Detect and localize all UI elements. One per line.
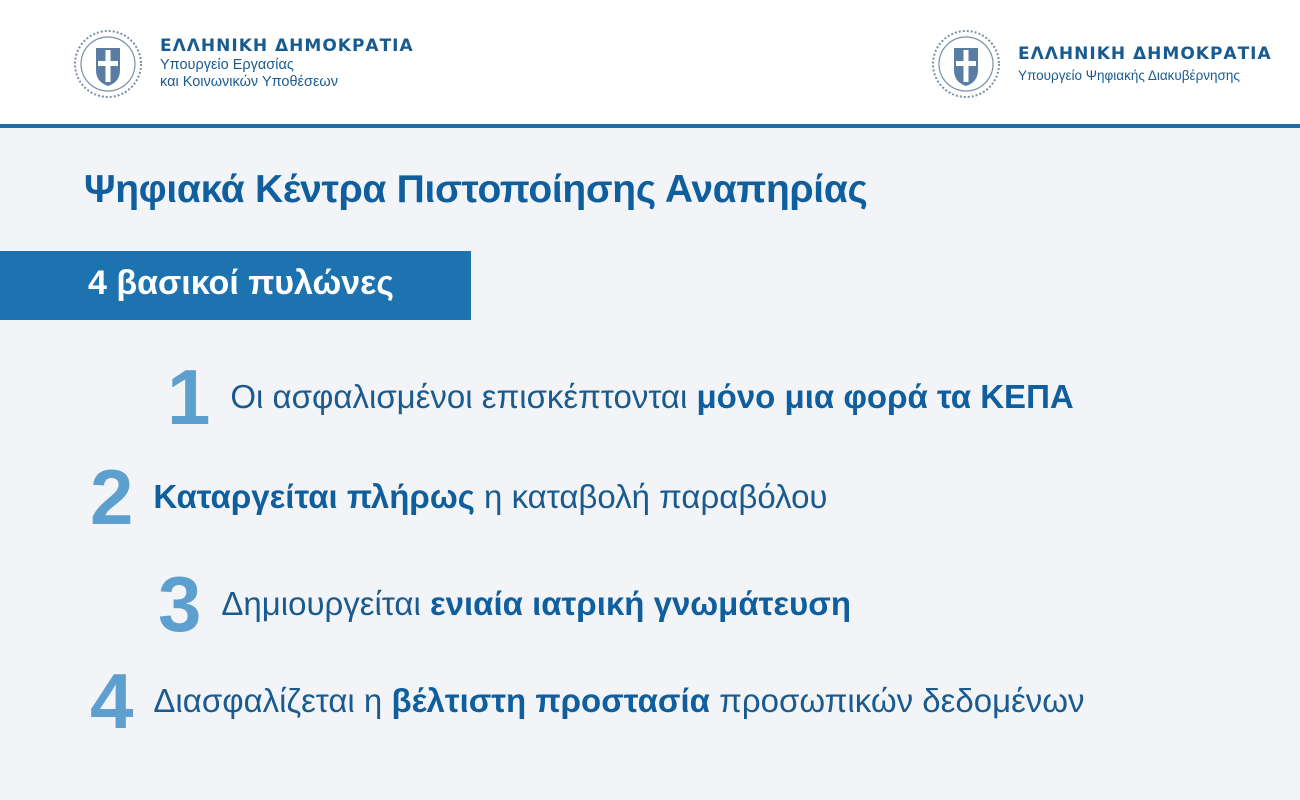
left-ministry-line2: και Κοινωνικών Υποθέσεων — [160, 74, 338, 91]
pillar-text — [221, 585, 851, 623]
pillar-number: 2 — [90, 453, 132, 541]
pillar-3 — [158, 560, 851, 648]
pillar-2 — [90, 453, 828, 541]
greek-coat-of-arms-icon — [930, 28, 1002, 100]
pillar-text-bold: μόνο μια φορά τα ΚΕΠΑ — [696, 378, 1074, 415]
pillar-text — [153, 682, 1084, 720]
pillar-text-post: η καταβολή παραβόλου — [474, 478, 828, 515]
pillar-text-bold: βέλτιστη προστασία — [391, 682, 710, 719]
ministry-labour-logo — [72, 28, 414, 100]
pillar-number: 1 — [167, 353, 209, 441]
left-org-name: ΕΛΛΗΝΙΚΗ ΔΗΜΟΚΡΑΤΙΑ — [160, 36, 414, 57]
page-title: Ψηφιακά Κέντρα Πιστοποίησης Αναπηρίας — [84, 168, 868, 211]
header-divider — [0, 124, 1300, 128]
pillar-text-bold: ενιαία ιατρική γνωμάτευση — [430, 585, 851, 622]
pillar-text-post: προσωπικών δεδομένων — [709, 682, 1085, 719]
pillar-text — [153, 478, 827, 516]
pillars-banner-label: 4 βασικοί πυλώνες — [88, 264, 394, 302]
pillar-text-pre: Διασφαλίζεται η — [153, 682, 392, 719]
pillar-text — [230, 378, 1073, 416]
ministry-digital-logo — [930, 28, 1272, 100]
greek-coat-of-arms-icon — [72, 28, 144, 100]
pillar-number: 3 — [158, 560, 200, 648]
right-org-name: ΕΛΛΗΝΙΚΗ ΔΗΜΟΚΡΑΤΙΑ — [1018, 43, 1272, 64]
pillar-4 — [90, 657, 1085, 745]
right-ministry-name: Υπουργείο Ψηφιακής Διακυβέρνησης — [1018, 68, 1240, 84]
pillar-text-pre: Οι ασφαλισμένοι επισκέπτονται — [230, 378, 697, 415]
pillar-1 — [167, 353, 1074, 441]
pillar-number: 4 — [90, 657, 132, 745]
left-ministry-line1: Υπουργείο Εργασίας — [160, 56, 294, 73]
pillar-text-bold: Καταργείται πλήρως — [153, 478, 475, 515]
pillar-text-pre: Δημιουργείται — [221, 585, 430, 622]
